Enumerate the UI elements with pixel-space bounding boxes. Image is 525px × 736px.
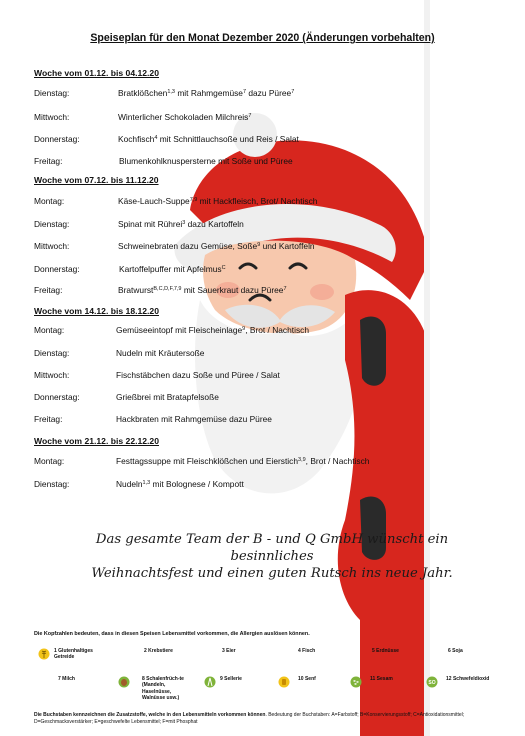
page-title: Speiseplan für den Monat Dezember 2020 (Änderungen vorbehalten) (90, 32, 435, 44)
allergen-note: Die Kopfzahlen bedeuten, dass in diesen Speisen Lebensmittel vorkommen, die Allergien auslösen können. (34, 631, 310, 637)
dish-text: Fischstäbchen dazu Soße und Püree / Salat (116, 370, 280, 380)
day-label: Montag: (34, 456, 65, 466)
dish-text: Blumenkohlknuspersterne mit Soße und Püree (119, 156, 293, 166)
day-label: Dienstag: (34, 348, 70, 358)
dish-text: Bratwurst$^{B,C,D,F,7,9}$ mit Sauerkraut dazu Püree$^7$ (118, 285, 287, 295)
wheat-icon (38, 648, 50, 660)
day-label: Mittwoch: (34, 241, 70, 251)
sesame-icon (350, 676, 362, 688)
dish-text: Festtagssuppe mit Fleischklößchen und Eierstich$^{3,9}$, Brot / Nachtisch (116, 456, 370, 466)
day-label: Montag: (34, 325, 65, 335)
day-label: Mittwoch: (34, 370, 70, 380)
dish-text: Spinat mit Rührei$^3$ dazu Kartoffeln (118, 219, 244, 229)
week-heading: Woche vom 21.12. bis 22.12.20 (34, 436, 159, 446)
dish-text: Nudeln mit Kräutersoße (116, 348, 205, 358)
mustard-icon (278, 676, 290, 688)
greeting-line: Weihnachtsfest und einen guten Rutsch ins neue Jahr. (91, 566, 453, 581)
day-label: Donnerstag: (34, 392, 80, 402)
svg-text:SO: SO (428, 680, 436, 686)
day-label: Dienstag: (34, 479, 70, 489)
dish-text: Nudeln$^{1,3}$ mit Bolognese / Kompott (116, 479, 244, 489)
week-heading: Woche vom 07.12. bis 11.12.20 (34, 175, 159, 185)
dish-text: Bratklößchen$^{1,3}$ mit Rahmgemüse$^7$ dazu Püree$^7$ (118, 88, 295, 98)
nut-icon (118, 676, 130, 688)
additives-footnote: Die Buchstaben kennzeichnen die Zusatzstoffe, welche in den Lebensmitteln vorkommen können. Bedeutung der Buchstaben: A=Farbstoff; B=Konservierungsstoff; C=Antioxidationsmittel; D=Geschmacksverstärker; E=geschwefelte Lebensmittel; F=mit Phosphat (34, 712, 465, 725)
dish-text: Kochfisch$^4$ mit Schnittlauchsoße und Reis / Salat (118, 134, 299, 144)
day-label: Dienstag: (34, 219, 70, 229)
dish-text: Winterlicher Schokoladen Milchreis$^7$ (118, 112, 252, 122)
day-label: Montag: (34, 196, 65, 206)
day-label: Freitag: (34, 285, 63, 295)
dish-text: Käse-Lauch-Suppe$^{7,9}$ mit Hackfleisch, Brot/ Nachtisch (118, 196, 318, 206)
celery-icon (204, 676, 216, 688)
day-label: Donnerstag: (34, 264, 80, 274)
week-heading: Woche vom 14.12. bis 18.12.20 (34, 306, 159, 316)
week-heading: Woche vom 01.12. bis 04.12.20 (34, 68, 159, 78)
so2-icon (426, 676, 438, 688)
day-label: Freitag: (34, 414, 63, 424)
greeting-line: Das gesamte Team der B - und Q GmbH wünscht ein besinnliches (95, 532, 449, 564)
day-label: Dienstag: (34, 88, 70, 98)
dish-text: Gemüseeintopf mit Fleischeinlage$^9$, Brot / Nachtisch (116, 325, 309, 335)
day-label: Freitag: (34, 156, 63, 166)
dish-text: Schweinebraten dazu Gemüse, Soße$^9$ und Kartoffeln (118, 241, 315, 251)
day-label: Mittwoch: (34, 112, 70, 122)
dish-text: Grießbrei mit Bratapfelsoße (116, 392, 219, 402)
day-label: Donnerstag: (34, 134, 80, 144)
dish-text: Kartoffelpuffer mit Apfelmus$^C$ (119, 264, 226, 274)
christmas-greeting (60, 531, 484, 582)
dish-text: Hackbraten mit Rahmgemüse dazu Püree (116, 414, 272, 424)
